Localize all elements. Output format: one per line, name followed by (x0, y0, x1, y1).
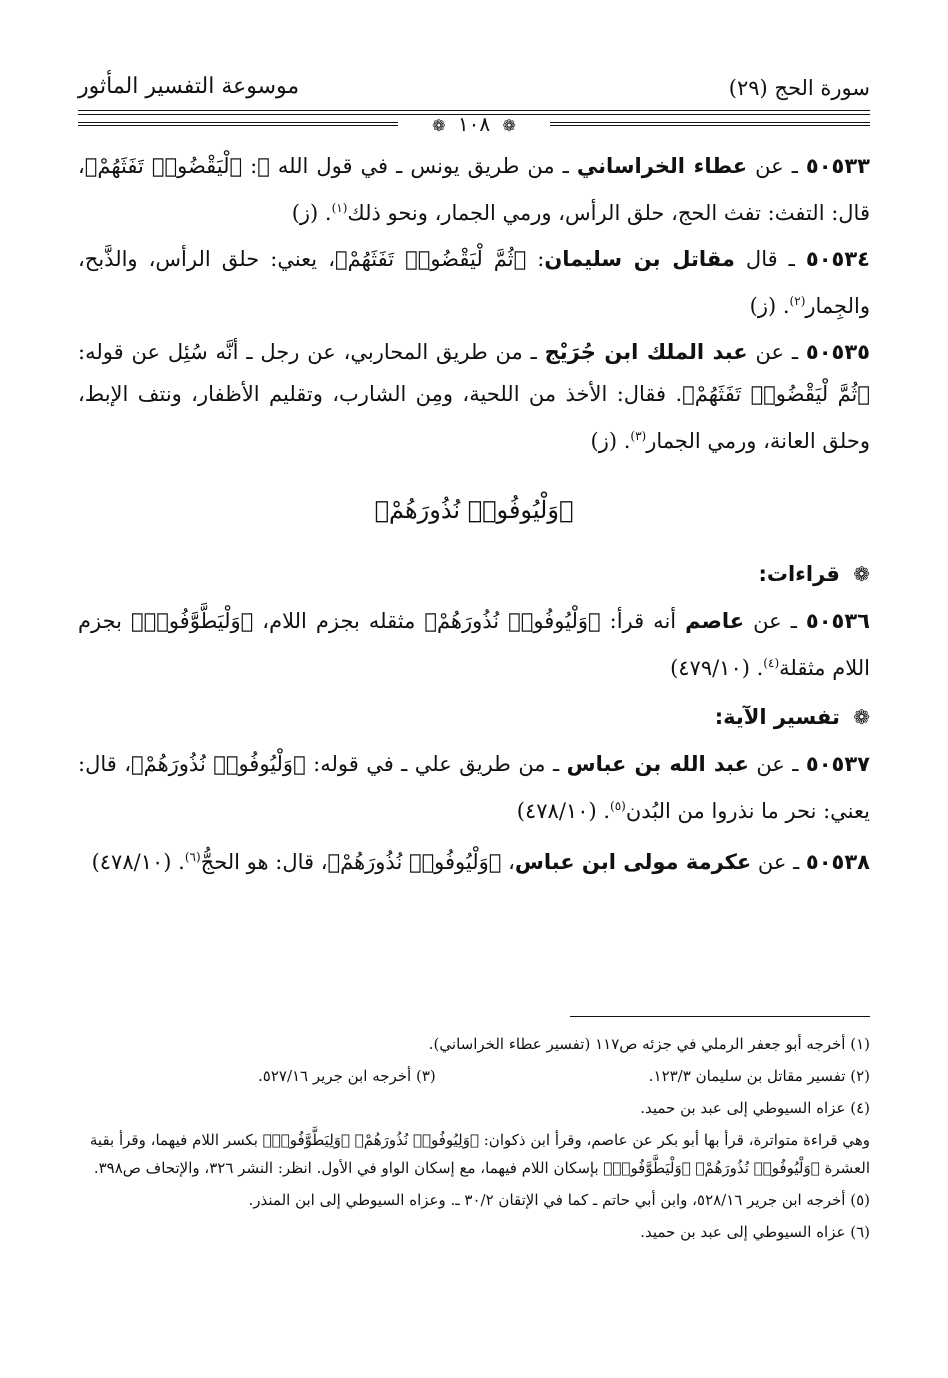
narration-entry (78, 836, 870, 883)
footnote-3: (٣) أخرجه ابن جرير ٥٢٧/١٦. (258, 1067, 436, 1085)
page-number-row (78, 112, 870, 136)
ornament-icon: ❁ (432, 116, 446, 135)
surah-title: سورة الحج (٢٩) (728, 76, 870, 100)
entry-text: : (526, 247, 545, 271)
footnote-marker: (٣) (630, 429, 647, 443)
section-heading-readings (78, 554, 870, 594)
entry-text: . (٤٧٨/١٠) (516, 799, 611, 823)
entry-number: ٥٠٥٣٨ (805, 850, 870, 874)
entry-text: مثقله بجزم اللام، (253, 609, 425, 633)
footnote-marker: (٦) (184, 850, 201, 864)
entry-text: . (ز) (590, 429, 631, 453)
verse-heading: ﴿وَلْيُوفُوا۟ نُذُورَهُمْ﴾ (374, 496, 574, 524)
quran-quote: ﴿ثُمَّ لْيَقْضُوا۟ تَفَثَهُمْ﴾ (335, 247, 527, 271)
footnote-5: (٥) أخرجه ابن جرير ٥٢٨/١٦، وابن أبي حاتم ـ كما في الإتقان ٣٠/٢ ـ. وعزاه السيوطي إلى ابن المنذر. (248, 1191, 870, 1209)
entry-text: . (٤٧٨/١٠) (91, 850, 185, 874)
section-title: تفسير الآية: (714, 705, 840, 729)
footnote-marker: (٤) (763, 656, 780, 670)
tafsir-block (78, 743, 870, 883)
quran-quote: ﴿وَلْيُوفُوا۟ نُذُورَهُمْ﴾ (424, 609, 601, 633)
footnotes (78, 1030, 870, 1250)
entry-text: ـ عن (751, 850, 806, 874)
footnote-marker: (٥) (610, 799, 626, 813)
entry-text: . فقال: الأخذ من اللحية، ومِن الشارب، وتقليم الأظفار، ونتف الإبط، وحلق العانة، ورمي الجمار (78, 382, 870, 453)
narrator-name: عاصم (685, 609, 745, 633)
narrator-name: مقاتل بن سليمان (544, 247, 735, 271)
quran-quote: ﴿وَلْيُوفُوا۟ نُذُورَهُمْ﴾ (131, 752, 306, 776)
entry-text: ، قال: التفث: تفث الحج، حلق الرأس، ورمي الجمار، ونحو ذلك (78, 154, 870, 225)
entry-number: ٥٠٥٣٤ (805, 247, 870, 271)
quran-quote: ﴿وَلْيَطَّوَّفُوا۟﴾ (131, 609, 254, 633)
footnote-1: (١) أخرجه أبو جعفر الرملي في جزئه ص١١٧ (تفسير عطاء الخراساني). (428, 1035, 870, 1053)
entry-text: . (٤٧٩/١٠) (670, 656, 764, 680)
page-number: ١٠٨ (457, 112, 491, 136)
readings-block (78, 600, 870, 689)
footnote-rule (570, 1016, 870, 1017)
narration-entry (78, 743, 870, 832)
entry-text: ـ من طريق علي ـ في قوله: (305, 752, 567, 776)
narration-entry (78, 600, 870, 689)
entry-number: ٥٠٥٣٧ (805, 752, 870, 776)
entry-text: ، (501, 850, 515, 874)
footnote-6: (٦) عزاه السيوطي إلى عبد بن حميد. (640, 1223, 870, 1241)
narrator-name: عبد الملك ابن جُرَيْج (544, 340, 748, 364)
quran-quote: ﴿لْيَقْضُوا۟ تَفَثَهُمْ﴾ (84, 154, 243, 178)
entry-number: ٥٠٥٣٣ (805, 154, 870, 178)
entry-text: ـ من طريق المحاربي، عن رجل ـ أنَّه سُئِل عن قوله: (78, 340, 545, 364)
narration-entry (78, 238, 870, 327)
section-title: قراءات: (758, 562, 840, 586)
footnote-4: (٤) عزاه السيوطي إلى عبد بن حميد. (640, 1099, 870, 1117)
entry-number: ٥٠٥٣٦ (805, 609, 870, 633)
narration-entry (78, 145, 870, 234)
entries-block (78, 145, 870, 462)
main-text (78, 145, 870, 887)
running-header (78, 70, 870, 110)
flower-icon: ❁ (853, 562, 870, 586)
section-heading-tafsir (78, 697, 870, 737)
entry-text: بجزم اللام مثقلة (78, 609, 870, 680)
narrator-name: عبد الله بن عباس (566, 752, 749, 776)
entry-text: ـ عن (747, 340, 806, 364)
entry-text: ـ عن (744, 609, 806, 633)
quran-quote: ﴿وَلْيُوفُوا۟ نُذُورَهُمْ﴾ (327, 850, 502, 874)
flower-icon: ❁ (853, 705, 870, 729)
entry-number: ٥٠٥٣٥ (805, 340, 870, 364)
narrator-name: عطاء الخراساني (576, 154, 748, 178)
entry-text: ، قال: يعني: نحر ما نذروا من البُدن (78, 752, 870, 823)
entry-text: ـ قال (734, 247, 806, 271)
footnote-marker: (١) (331, 201, 348, 215)
entry-text: ، قال: هو الحجُّ (200, 850, 328, 874)
entry-text: ـ عن (747, 154, 806, 178)
entry-text: ـ من طريق يونس ـ في قول الله ﷻ: (242, 154, 577, 178)
narration-entry (78, 331, 870, 462)
entry-text: ، يعني: حلق الرأس، والذَّبح، والجِمار (78, 247, 870, 318)
footnote-row (78, 1062, 870, 1090)
entry-text: . (ز) (291, 201, 332, 225)
book-title: موسوعة التفسير المأثور (78, 74, 300, 99)
entry-text: ـ عن (748, 752, 806, 776)
footnote-4-continued: وهي قراءة متواترة، قرأ بها أبو بكر عن عاصم، وقرأ ابن ذكوان: ﴿وَلِيُوفُوا۟ نُذُورَهُمْ﴾ ﴿وَلِيَطَّوَّفُوا۟﴾ بكسر اللام فيهما، وقرأ بقية العشرة ﴿وَلْيُوفُوا۟ نُذُورَهُمْ﴾ ﴿وَلْيَطَّوَّفُوا۟﴾ بإسكان اللام فيهما، مع إسكان الواو في الأول. انظر: النشر ٣٢٦، والإتحاف ص٣٩٨. (89, 1131, 870, 1177)
footnote-marker: (٢) (789, 294, 806, 308)
quran-quote: ﴿ثُمَّ لْيَقْضُوا۟ تَفَثَهُمْ﴾ (682, 382, 870, 406)
footnote-2: (٢) تفسير مقاتل بن سليمان ١٢٣/٣. (648, 1067, 870, 1085)
entry-text: أنه قرأ: (600, 609, 686, 633)
entry-text: . (ز) (749, 294, 790, 318)
narrator-name: عكرمة مولى ابن عباس (514, 850, 752, 874)
ornament-icon: ❁ (502, 116, 516, 135)
